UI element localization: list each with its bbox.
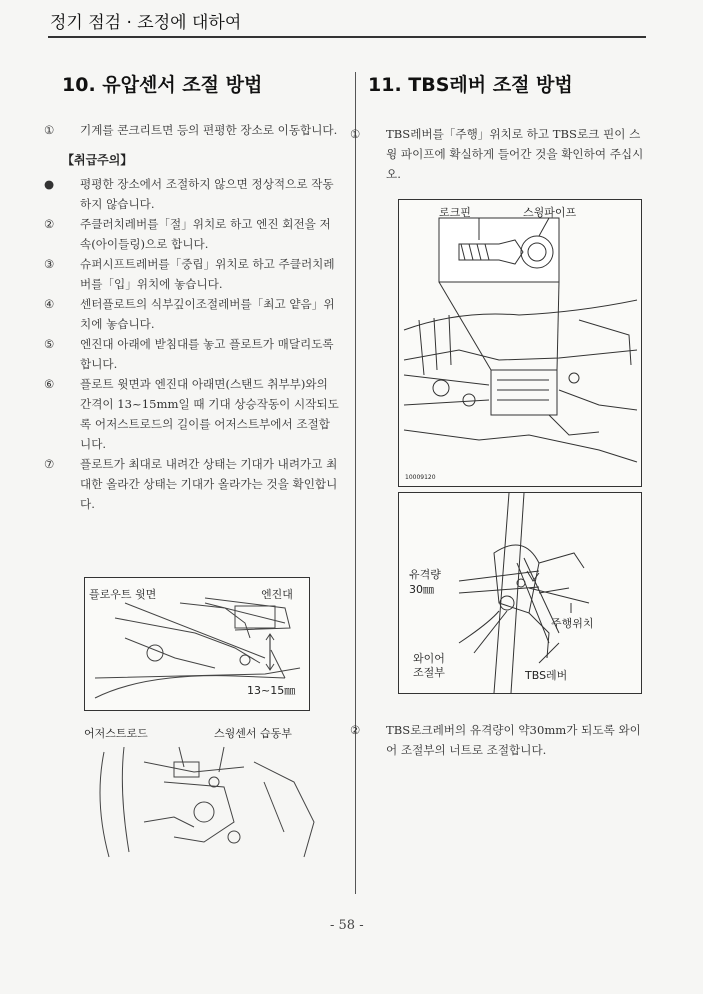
left-text-block [44, 120, 340, 514]
label-tbs-lever: TBS레버 [525, 669, 568, 682]
label-swing-sensor: 스윙센서 습동부 [214, 727, 292, 740]
label-adjuster: 조절부 [413, 666, 445, 679]
list-item: ② 주클러치레버를「절」위치로 하고 엔진 회전을 저속(아이들링)으로 합니다. [44, 217, 331, 251]
list-item: ③ 슈퍼시프트레버를「중립」위치로 하고 주클러치레버를「입」위치에 놓습니다. [44, 257, 335, 291]
list-item: ⑥ 플로트 윗면과 엔진대 아래면(스탠드 취부부)와의 간격이 13~15mm일 때 기대 상승작동이 시작되도록 어저스트로드의 길이를 어저스트부에서 조절합니다. [44, 377, 339, 451]
label-travel-position: 주행위치 [551, 617, 594, 630]
header-rule [48, 36, 646, 38]
label-adjust-rod: 어저스트로드 [84, 727, 148, 740]
page-number: - 58 - [330, 918, 364, 933]
label-play: 유격량 [409, 568, 441, 581]
column-divider [355, 72, 356, 894]
float-gap-figure [84, 577, 310, 711]
caution-heading: 【취급주의】 [62, 153, 133, 167]
intro-step: ① 기계를 콘크리트면 등의 편평한 장소로 이동합니다. [44, 123, 338, 137]
tbs-lever-figure [398, 492, 642, 694]
lock-pin-figure [398, 199, 642, 487]
adjust-rod-illustration [84, 742, 324, 862]
label-swing-pipe: 스윙파이프 [523, 206, 577, 219]
label-wire: 와이어 [413, 652, 445, 665]
right-step-2: ② TBS로크레버의 유격량이 약30mm가 되도록 와이어 조절부의 너트로 조절합니다. [350, 723, 641, 757]
page-header-title: 정기 점검 · 조정에 대하여 [50, 13, 242, 33]
list-item: ④ 센터플로트의 식부깊이조절레버를「최고 얕음」위치에 놓습니다. [44, 297, 335, 331]
label-float-top: 플로우트 윗면 [89, 588, 157, 601]
label-play-value: 30㎜ [409, 583, 434, 596]
list-item: ⑤ 엔진대 아래에 받침대를 놓고 플로트가 매달리도록 합니다. [44, 337, 334, 371]
figure-code: 10009120 [405, 474, 436, 481]
section-title-tbs-lever: 11. TBS레버 조절 방법 [368, 74, 573, 96]
lock-pin-illustration [399, 200, 641, 486]
adjust-rod-figure [84, 742, 324, 862]
label-engine-mount: 엔진대 [261, 588, 293, 601]
label-gap-value: 13~15㎜ [247, 684, 296, 697]
right-step-1: ① TBS레버를「주행」위치로 하고 TBS로크 핀이 스윙 파이프에 확실하게 들어간 것을 확인하여 주십시오. [350, 127, 644, 181]
list-item: ● 평평한 장소에서 조절하지 않으면 정상적으로 작동하지 않습니다. [44, 177, 334, 211]
list-item: ⑦ 플로트가 최대로 내려간 상태는 기대가 내려가고 최대한 올라간 상태는 기대가 올라가는 것을 확인합니다. [44, 457, 338, 511]
section-title-hydraulic-sensor: 10. 유압센서 조절 방법 [62, 74, 263, 96]
label-lock-pin: 로크핀 [439, 206, 471, 219]
